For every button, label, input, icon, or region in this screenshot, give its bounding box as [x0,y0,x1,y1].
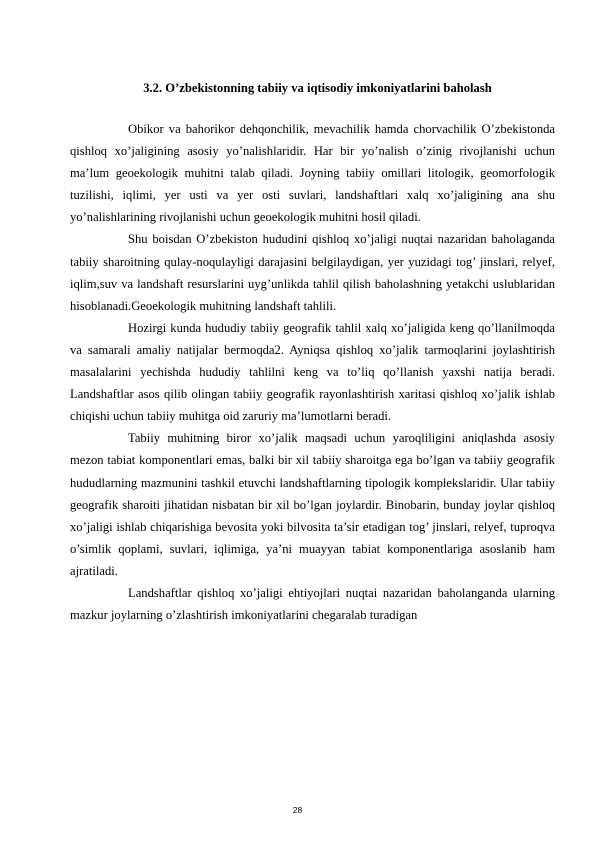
paragraph-5: Landshaftlar qishloq xo’jaligi ehtiyojlari nuqtai nazaridan baholanganda ularning mazkur joylarning o’zlashtirish imkoniyatlarini chegaralab turadigan [70,585,555,623]
paragraph-2: Shu boisdan O’zbekiston hududini qishloq xo’jaligi nuqtai nazaridan baholaganda tabiiy sharoitning qulay-noqulayligi darajasini belgilaydigan, yer yuzidagi tog’ jinslari, relyef, iqlim,suv va landshaft resurslarini uyg’unlikda tahlil qilish baholashning yetakchi uslublaridan hisoblanadi.Geoekologik muhitning landshaft tahlili. [70,232,555,313]
section-title: 3.2. O’zbekistonning tabiiy va iqtisodiy imkoniyatlarini baholash [143,81,492,95]
page-number: 28 [292,805,303,815]
paragraph-3: Hozirgi kunda hududiy tabiiy geografik tahlil xalq xo’jaligida keng qo’llanilmoqda va samarali amaliy natijalar bermoqda2. Ayniqsa qishloq xo’jalik tarmoqlarini joylashtirish masalalarini yechishda hududiy tahlilni keng va to’liq qo’llanish yaxshi natija beradi. Landshaftlar asos qilib olingan tabiiy geografik rayonlashtirish xaritasi qishloq xo’jalik ishlab chiqishi uchun tabiiy muhitga oid zaruriy ma’lumotlarni beradi. [70,320,555,424]
paragraph-4: Tabiiy muhitning biror xo’jalik maqsadi uchun yaroqliligini aniqlashda asosiy mezon tabiat komponentlari emas, balki bir xil tabiiy sharoitga ega bo’lgan va tabiiy geografik hududlarning mazmunini tashkil etuvchi landshaftlarning tipologik komplekslaridir. Ular tabiiy geografik sharoiti jihatidan nisbatan bir xil bo’lgan joylardir. Binobarin, bunday joylar qishloq xo’jaligi ishlab chiqarishiga bevosita yoki bilvosita ta’sir etadigan tog’ jinslari, relyef, tuproqva o’simlik qoplami, suvlari, iqlimiga, ya’ni muayyan tabiat komponentlariga asoslanib ham ajratiladi. [70,431,555,578]
body-text [70,118,555,626]
paragraph-1: Obikor va bahorikor dehqonchilik, mevachilik hamda chorvachilik O’zbekistonda qishloq xo’jaligining asosiy yo’nalishlaridir. Har bir yo’nalish o’zinig rivojlanishi uchun ma’lum geoekologik muhitni talab qiladi. Joyning tabiiy omillari litologik, geomorfologik tuzilishi, iqlimi, yer usti va yer osti suvlari, landshaftlari xalq xo’jaligining ana shu yo’nalishlarining rivojlanishi uchun geoekologik muhitni hosil qiladi. [70,122,555,225]
